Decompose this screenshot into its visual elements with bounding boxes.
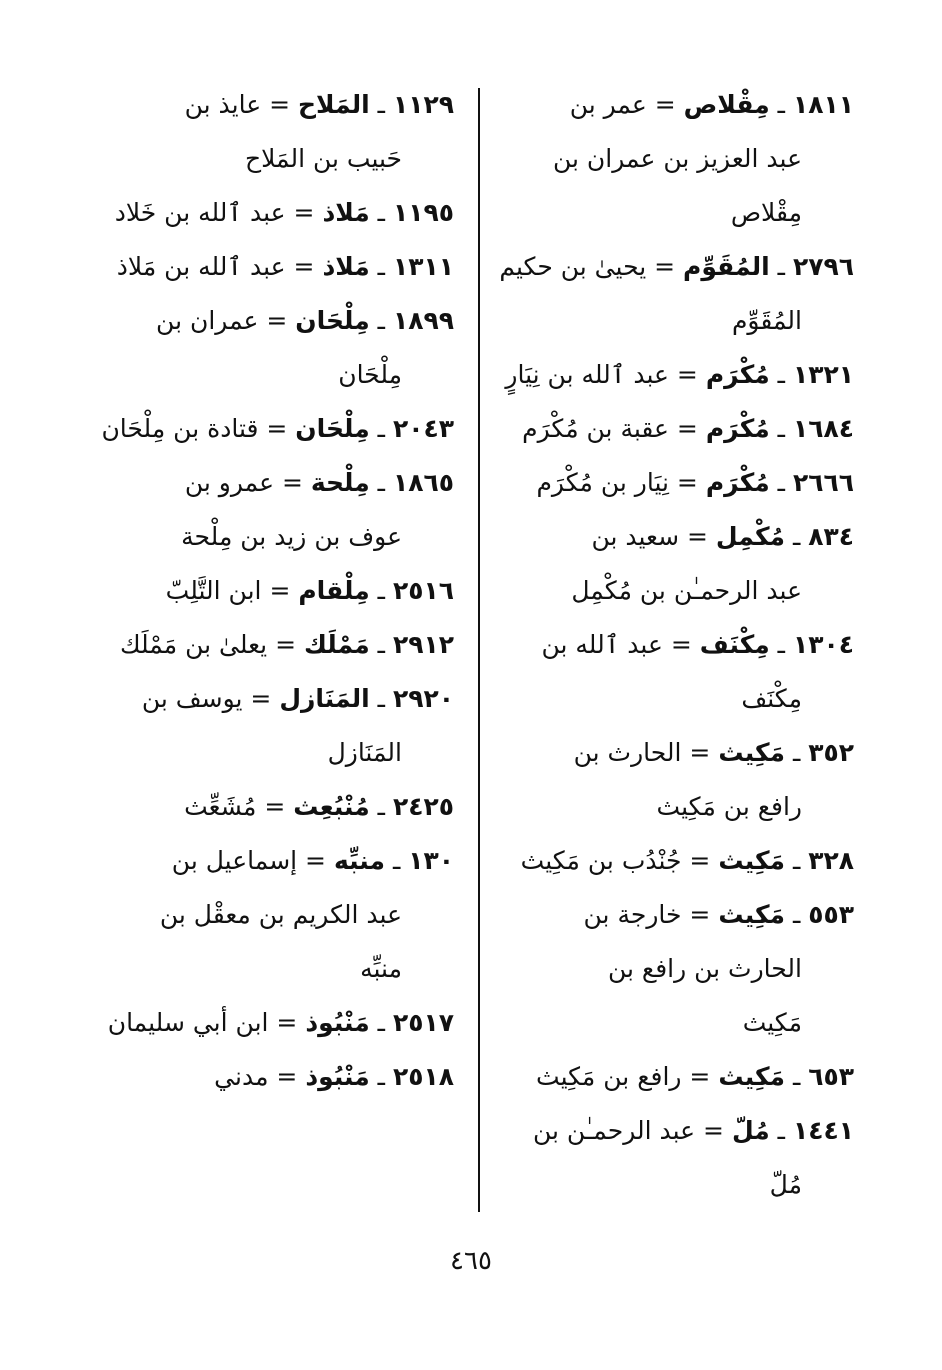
entry-term: مُكْرَم	[705, 468, 770, 497]
entry-continuation: المَنَازل	[327, 738, 402, 767]
entry-first-line	[94, 78, 454, 132]
entry-term: مَكِيث	[718, 900, 785, 929]
entry-first-line	[494, 78, 854, 132]
entry-definition: يوسف بن	[141, 684, 243, 713]
equals-separator: =	[668, 414, 706, 443]
left-column	[94, 78, 454, 1104]
entry-term: مَلاذ	[322, 252, 370, 281]
entry-number: ٦٥٣	[808, 1062, 854, 1091]
entry-first-line	[94, 240, 454, 294]
entry-term: مَكِيث	[718, 846, 785, 875]
entry-continuation: مِكْنَف	[741, 684, 802, 713]
dash-separator: ـ	[785, 738, 809, 767]
entry-term: المُقَوِّم	[683, 252, 770, 281]
entry-definition: الحارث بن	[573, 738, 682, 767]
entry-first-line	[94, 564, 454, 618]
equals-separator: =	[695, 1116, 732, 1145]
entry-first-line	[494, 1104, 854, 1158]
entry-definition: عقبة بن مُكْرَم	[522, 414, 669, 443]
dash-separator: ـ	[769, 360, 793, 389]
dash-separator: ـ	[385, 846, 409, 875]
entry-first-line	[94, 834, 454, 888]
index-entry	[94, 402, 454, 456]
index-entry	[494, 618, 854, 726]
index-entry	[94, 186, 454, 240]
index-entry	[494, 240, 854, 348]
equals-separator: =	[646, 252, 684, 281]
entry-definition: عبد الرحمـٰن بن	[533, 1116, 696, 1145]
entry-continuation: عوف بن زيد بن مِلْحة	[181, 522, 402, 551]
index-entry	[94, 834, 454, 996]
entry-continuation: حَبيب بن المَلاح	[244, 144, 402, 173]
index-entry	[94, 294, 454, 402]
entry-number: ٥٥٣	[808, 900, 854, 929]
entry-number: ٢٧٩٦	[792, 252, 854, 281]
equals-separator: =	[285, 198, 323, 227]
dash-separator: ـ	[785, 846, 809, 875]
entry-first-line	[94, 672, 454, 726]
entry-first-line	[494, 348, 854, 402]
entry-number: ٢٩١٢	[392, 630, 454, 659]
entry-number: ٣٢٨	[808, 846, 854, 875]
index-entry	[494, 510, 854, 618]
equals-separator: =	[646, 90, 684, 119]
entry-definition: مدني	[214, 1062, 269, 1091]
equals-separator: =	[274, 468, 311, 497]
equals-separator: =	[679, 522, 716, 551]
dash-separator: ـ	[769, 414, 793, 443]
index-entry	[494, 1104, 854, 1212]
entry-first-line	[494, 510, 854, 564]
entry-term: مُنْبُعِث	[293, 792, 370, 821]
dash-separator: ـ	[369, 576, 393, 605]
equals-separator: =	[267, 630, 304, 659]
equals-separator: =	[668, 468, 706, 497]
entry-definition: قتادة بن مِلْحَان	[101, 414, 259, 443]
entry-continuation: عبد الكريم بن معقْل بن	[159, 900, 402, 929]
entry-number: ١٤٤١	[792, 1116, 854, 1145]
entry-term: مُكْرَم	[705, 414, 770, 443]
entry-continuation: الحارث بن رافع بن	[607, 954, 802, 983]
entry-term: مِلْحة	[310, 468, 370, 497]
entry-number: ٢٥١٦	[392, 576, 454, 605]
dash-separator: ـ	[769, 252, 793, 281]
equals-separator: =	[681, 900, 719, 929]
entry-continuation: مِلْحَان	[338, 360, 402, 389]
index-entry	[494, 888, 854, 1050]
entry-first-line	[94, 402, 454, 456]
entry-definition: خارجة بن	[583, 900, 682, 929]
entry-number: ١١٢٩	[392, 90, 454, 119]
dash-separator: ـ	[369, 414, 393, 443]
entry-number: ٢٦٦٦	[792, 468, 854, 497]
equals-separator: =	[268, 1008, 306, 1037]
index-entry	[94, 564, 454, 618]
index-entry	[494, 348, 854, 402]
dash-separator: ـ	[369, 684, 393, 713]
entry-term: مَكِيث	[718, 738, 785, 767]
entry-continuation: مَكِيث	[742, 1008, 802, 1037]
entry-continuation: عبد العزيز بن عمران بن	[553, 144, 802, 173]
entry-definition: رافع بن مَكِيث	[536, 1062, 682, 1091]
entry-term: المَنَازل	[279, 684, 370, 713]
index-entry	[94, 618, 454, 672]
dash-separator: ـ	[369, 468, 393, 497]
dash-separator: ـ	[369, 792, 393, 821]
entry-number: ١٨٩٩	[392, 306, 454, 335]
dash-separator: ـ	[369, 630, 393, 659]
dash-separator: ـ	[785, 1062, 809, 1091]
entry-first-line	[94, 456, 454, 510]
entry-continuation: عبد الرحمـٰن بن مُكْمِل	[571, 576, 802, 605]
equals-separator: =	[681, 846, 719, 875]
entry-number: ٢٩٢٠	[392, 684, 454, 713]
entry-definition: عبد ٱلله بن خَلاد	[114, 198, 286, 227]
entry-number: ١٨٦٥	[392, 468, 454, 497]
index-entry	[94, 780, 454, 834]
entry-first-line	[94, 618, 454, 672]
entry-first-line	[494, 1050, 854, 1104]
entry-term: مَلاذ	[322, 198, 370, 227]
dash-separator: ـ	[769, 468, 793, 497]
equals-separator: =	[681, 1062, 719, 1091]
index-entry	[94, 456, 454, 564]
entry-first-line	[94, 186, 454, 240]
column-divider	[478, 88, 480, 1212]
entry-definition: يحيىٰ بن حكيم	[499, 252, 647, 281]
entry-number: ١٣١١	[392, 252, 454, 281]
entry-number: ١٨١١	[792, 90, 854, 119]
equals-separator: =	[681, 738, 719, 767]
entry-first-line	[94, 1050, 454, 1104]
entry-term: مُلّ	[731, 1116, 770, 1145]
entry-term: مُكْرَم	[705, 360, 770, 389]
dash-separator: ـ	[369, 1062, 393, 1091]
entry-number: ١٣٠	[408, 846, 454, 875]
entry-continuation: مُلّ	[769, 1170, 802, 1199]
entry-number: ٢٠٤٣	[392, 414, 454, 443]
equals-separator: =	[268, 1062, 306, 1091]
entry-term: مَمْلَك	[304, 630, 370, 659]
entry-first-line	[494, 888, 854, 942]
entry-number: ٣٥٢	[808, 738, 854, 767]
entry-first-line	[494, 834, 854, 888]
entry-term: مُكْمِل	[715, 522, 785, 551]
equals-separator: =	[261, 90, 299, 119]
equals-separator: =	[256, 792, 294, 821]
entry-first-line	[94, 294, 454, 348]
index-entry	[94, 240, 454, 294]
entry-definition: ابن التَّلِبّ	[165, 576, 262, 605]
index-entry	[494, 834, 854, 888]
dash-separator: ـ	[769, 90, 793, 119]
dash-separator: ـ	[785, 522, 809, 551]
entry-first-line	[494, 456, 854, 510]
entry-number: ١١٩٥	[392, 198, 454, 227]
index-entry	[494, 456, 854, 510]
entry-term: مِقْلاص	[683, 90, 770, 119]
equals-separator: =	[668, 360, 706, 389]
entry-number: ٢٥١٧	[392, 1008, 454, 1037]
right-column	[494, 78, 854, 1212]
equals-separator: =	[258, 306, 296, 335]
dash-separator: ـ	[369, 198, 393, 227]
index-entry	[494, 78, 854, 240]
equals-separator: =	[242, 684, 280, 713]
entry-continuation: مِقْلاص	[730, 198, 802, 227]
entry-definition: ابن أبي سليمان	[107, 1008, 269, 1037]
equals-separator: =	[662, 630, 700, 659]
entry-definition: مُشَعِّث	[184, 792, 257, 821]
entry-continuation: المُقَوِّم	[731, 306, 802, 335]
index-entry	[494, 1050, 854, 1104]
entry-definition: عمر بن	[569, 90, 647, 119]
entry-term: مَكِيث	[718, 1062, 785, 1091]
entry-definition: نِيَار بن مُكْرَم	[536, 468, 669, 497]
entry-number: ١٣٢١	[792, 360, 854, 389]
index-entry	[94, 672, 454, 780]
entry-first-line	[94, 780, 454, 834]
entry-first-line	[494, 618, 854, 672]
entry-first-line	[494, 402, 854, 456]
dash-separator: ـ	[369, 306, 393, 335]
index-entry	[94, 1050, 454, 1104]
entry-number: ٢٥١٨	[392, 1062, 454, 1091]
entry-number: ٨٣٤	[808, 522, 854, 551]
equals-separator: =	[285, 252, 323, 281]
dash-separator: ـ	[369, 252, 393, 281]
dash-separator: ـ	[369, 1008, 393, 1037]
entry-definition: عبد ٱلله بن نِيَارٍ	[505, 360, 669, 389]
entry-definition: سعيد بن	[591, 522, 680, 551]
entry-number: ٢٤٢٥	[392, 792, 454, 821]
entry-term: منبِّه	[333, 846, 385, 875]
dash-separator: ـ	[369, 90, 393, 119]
index-entry	[494, 402, 854, 456]
entry-definition: عبد ٱلله بن	[541, 630, 663, 659]
entry-continuation: منبِّه	[360, 954, 402, 983]
entry-term: مَنْبُوذ	[305, 1062, 370, 1091]
entry-term: المَلاح	[298, 90, 370, 119]
entry-definition: عمران بن	[156, 306, 259, 335]
index-entry	[94, 78, 454, 186]
entry-term: مِلْحَان	[295, 306, 370, 335]
entry-first-line	[494, 726, 854, 780]
entry-definition: عايذ بن	[184, 90, 262, 119]
entry-number: ١٦٨٤	[792, 414, 854, 443]
entry-term: مِكْنَف	[699, 630, 770, 659]
equals-separator: =	[261, 576, 299, 605]
equals-separator: =	[297, 846, 334, 875]
entry-first-line	[94, 996, 454, 1050]
dash-separator: ـ	[769, 630, 793, 659]
entry-definition: يعلىٰ بن مَمْلَك	[119, 630, 268, 659]
index-entry	[494, 726, 854, 834]
entry-term: مِلْحَان	[295, 414, 370, 443]
dash-separator: ـ	[769, 1116, 793, 1145]
equals-separator: =	[258, 414, 296, 443]
entry-number: ١٣٠٤	[792, 630, 854, 659]
page-number: ٤٦٥	[450, 1246, 492, 1276]
index-entry	[94, 996, 454, 1050]
dash-separator: ـ	[785, 900, 809, 929]
entry-term: مَنْبُوذ	[305, 1008, 370, 1037]
entry-definition: جُنْدُب بن مَكِيث	[520, 846, 682, 875]
entry-first-line	[494, 240, 854, 294]
entry-definition: عمرو بن	[184, 468, 275, 497]
entry-continuation: رافع بن مَكِيث	[656, 792, 802, 821]
entry-term: مِلْقام	[298, 576, 370, 605]
entry-definition: عبد ٱلله بن مَلاذ	[116, 252, 286, 281]
entry-definition: إسماعيل بن	[171, 846, 298, 875]
